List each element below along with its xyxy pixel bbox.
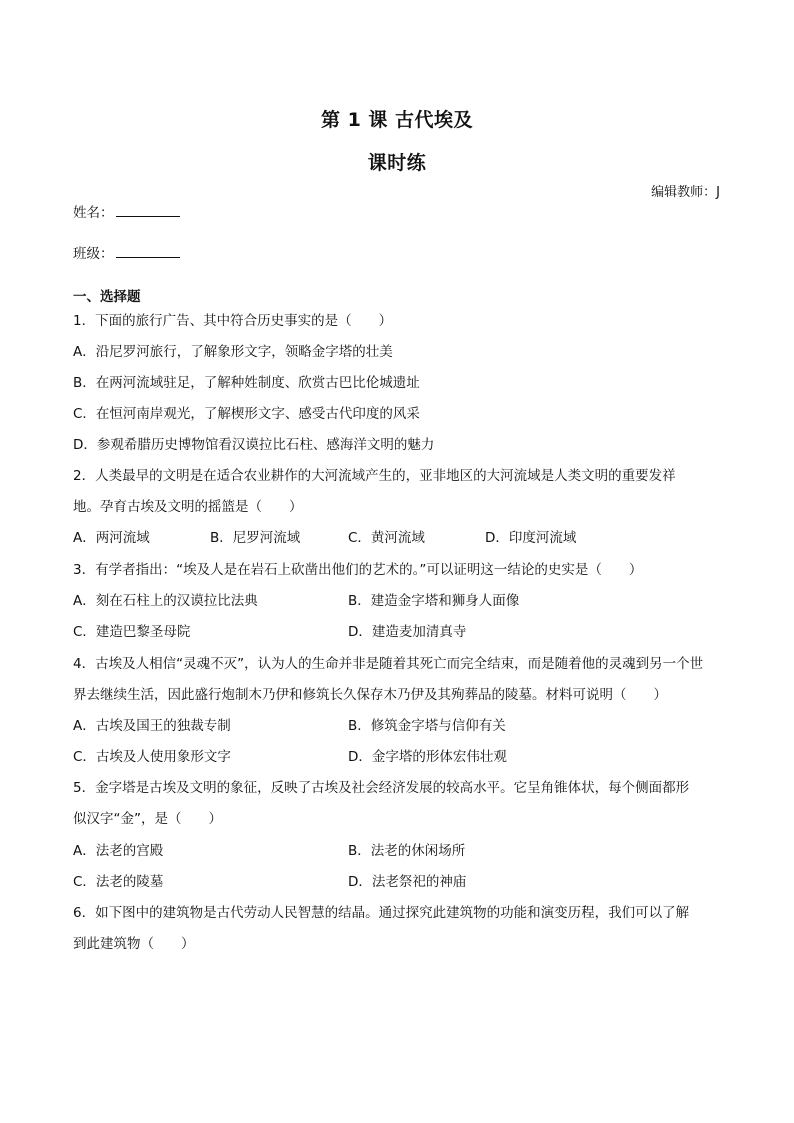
question-3-option-b: B．建造金字塔和狮身人面像: [348, 593, 520, 609]
name-label: 姓名：: [73, 205, 114, 221]
question-4-stem-line-1: 4．古埃及人相信“灵魂不灭”，认为人的生命并非是随着其死亡而完全结束，而是随着他的灵魂到另一个世: [73, 656, 704, 672]
question-5-option-a: A．法老的宫殿: [73, 843, 164, 859]
question-1-stem: 1．下面的旅行广告、其中符合历史事实的是（ ）: [73, 313, 393, 329]
question-3-stem: 3．有学者指出：“埃及人是在岩石上砍凿出他们的艺术的。”可以证明这一结论的史实是（ ）: [73, 562, 643, 578]
question-3-option-c: C．建造巴黎圣母院: [73, 624, 191, 640]
question-6-stem-line-1: 6．如下图中的建筑物是古代劳动人民智慧的结晶。通过探究此建筑物的功能和演变历程，我们可以了解: [73, 905, 690, 921]
question-1-option-d: D．参观希腊历史博物馆看汉谟拉比石柱、感海洋文明的魅力: [73, 437, 435, 453]
question-1-option-b: B．在两河流域驻足，了解种姓制度、欣赏古巴比伦城遗址: [73, 375, 420, 391]
question-5-stem-line-1: 5．金字塔是古埃及文明的象征，反映了古埃及社会经济发展的较高水平。它呈角锥体状，每个侧面都形: [73, 780, 690, 796]
question-3-option-d: D．建造麦加清真寺: [348, 624, 467, 640]
question-6-stem-line-2: 到此建筑物（ ）: [73, 936, 195, 952]
question-5-stem-line-2: 似汉字“金”，是（ ）: [73, 811, 222, 827]
class-field: [73, 245, 180, 263]
question-1-option-c: C．在恒河南岸观光，了解楔形文字、感受古代印度的风采: [73, 406, 420, 422]
section-heading: 一、选择题: [73, 289, 141, 305]
question-2-option-c: C．黄河流域: [348, 530, 425, 546]
question-1-option-a: A．沿尼罗河旅行，了解象形文字，领略金字塔的壮美: [73, 344, 393, 360]
question-2-option-b: B．尼罗河流域: [210, 530, 301, 546]
question-2-stem-line-1: 2．人类最早的文明是在适合农业耕作的大河流域产生的，亚非地区的大河流域是人类文明的重要发祥: [73, 468, 676, 484]
question-2-option-a: A．两河流域: [73, 530, 150, 546]
question-4-option-d: D．金字塔的形体宏伟壮观: [348, 749, 507, 765]
question-5-option-d: D．法老祭祀的神庙: [348, 874, 467, 890]
question-3-option-a: A．刻在石柱上的汉谟拉比法典: [73, 593, 258, 609]
class-blank[interactable]: [116, 245, 180, 258]
question-4-option-a: A．古埃及国王的独裁专制: [73, 718, 231, 734]
name-field: [73, 204, 180, 222]
lesson-subtitle: 课时练: [367, 152, 427, 174]
question-2-stem-line-2: 地。孕育古埃及文明的摇篮是（ ）: [73, 499, 303, 515]
class-label: 班级：: [73, 246, 114, 262]
question-4-option-b: B．修筑金字塔与信仰有关: [348, 718, 506, 734]
question-5-option-b: B．法老的休闲场所: [348, 843, 466, 859]
question-4-stem-line-2: 界去继续生活，因此盛行炮制木乃伊和修筑长久保存木乃伊及其殉葬品的陵墓。材料可说明（ ）: [73, 687, 667, 703]
question-5-option-c: C．法老的陵墓: [73, 874, 164, 890]
lesson-title: 第 1 课 古代埃及: [320, 109, 474, 131]
editor-credit: 编辑教师：J: [651, 185, 720, 200]
question-4-option-c: C．古埃及人使用象形文字: [73, 749, 231, 765]
question-2-option-d: D．印度河流域: [485, 530, 577, 546]
name-blank[interactable]: [116, 204, 180, 217]
